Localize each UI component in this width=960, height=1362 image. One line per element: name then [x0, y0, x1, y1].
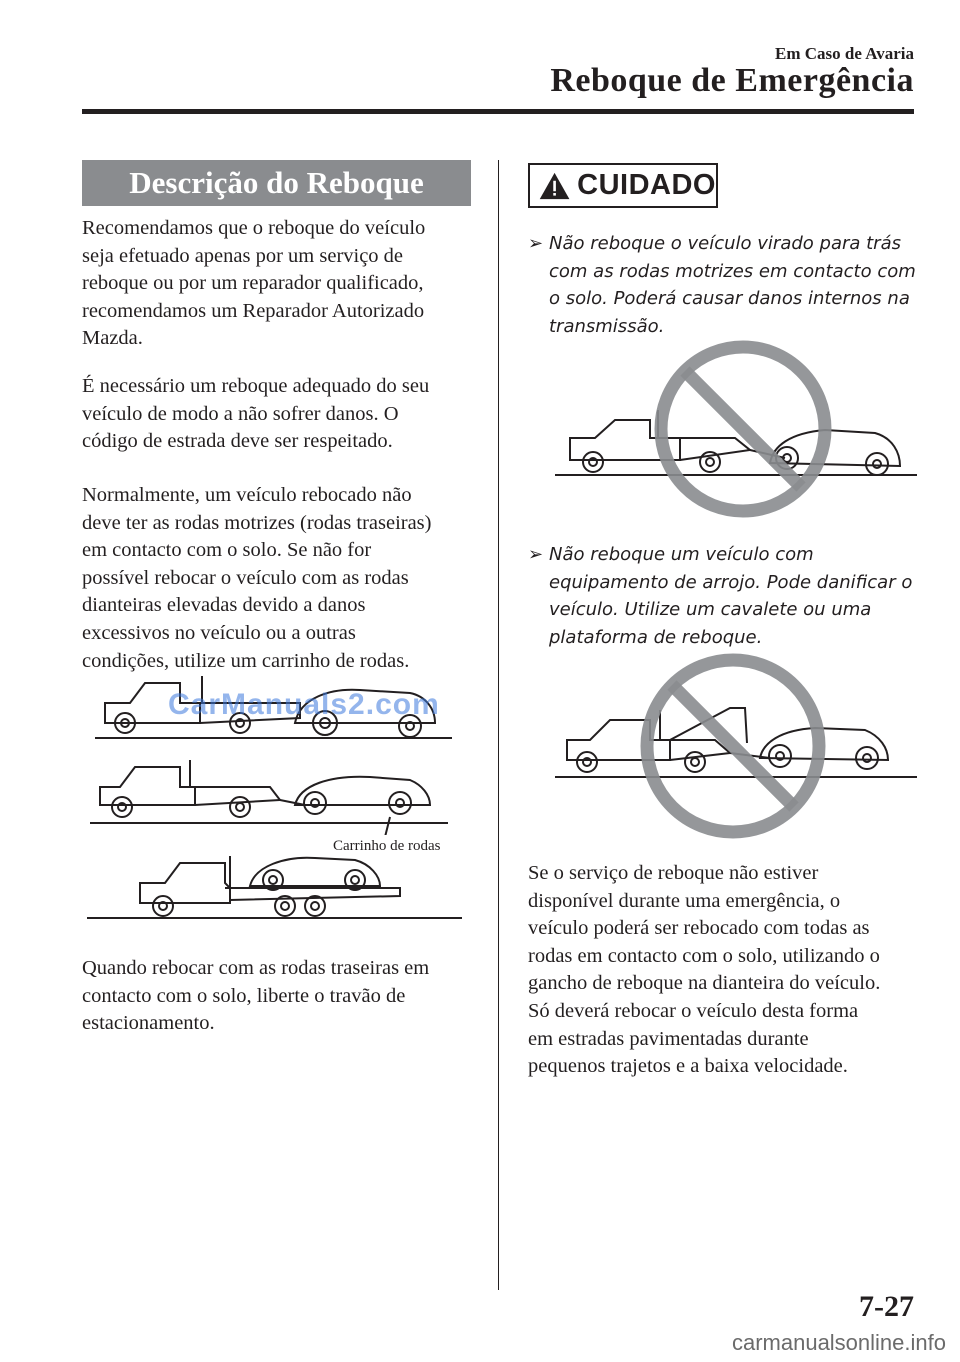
dolly-caption: Carrinho de rodas: [333, 838, 441, 854]
tow-truck-dolly-illustration: [90, 755, 460, 835]
prohibited-sling-tow-illustration: [555, 648, 917, 842]
section-header: Reboque de Emergência: [550, 62, 914, 99]
caution-box: [528, 163, 718, 208]
arrow-bullet-icon: ➢: [528, 544, 544, 565]
watermark: CarManuals2.com: [168, 688, 440, 721]
warning-triangle-icon: [538, 169, 571, 203]
paragraph-right: Se o serviço de reboque não estiver disponível durante uma emergência, o veículo poderá ser rebocado com todas as rodas em contacto com o solo, utilizando o gancho de reboque na dianteira do veículo. Só deverá rebocar o veículo desta forma em estradas pavimentadas durante pequenos trajetos e a baixa velocidade.: [528, 862, 881, 1078]
column-divider: [498, 160, 499, 1290]
page-number: 7-27: [859, 1290, 914, 1323]
prohibited-backward-tow-illustration: [555, 338, 917, 520]
warning-item-2: [528, 541, 920, 651]
warning-text-2: Não reboque um veículo com equipamento de arrojo. Pode danificar o veículo. Utilize um cavalete ou uma plataforma de reboque.: [549, 544, 913, 648]
paragraph-1: Recomendamos que o reboque do veículo seja efetuado apenas por um serviço de reboque ou por um reparador qualificado, recomendamos um Reparador Autorizado Mazda.: [82, 217, 426, 350]
warning-item-1: [528, 230, 920, 340]
header-rule: [82, 109, 914, 114]
caution-label: CUIDADO: [577, 169, 716, 201]
paragraph-2: É necessário um reboque adequado do seu veículo de modo a não sofrer danos. O código de estrada deve ser respeitado.: [82, 375, 430, 453]
paragraph-3: Normalmente, um veículo rebocado não deve ter as rodas motrizes (rodas traseiras) em contacto com o solo. Se não for possível rebocar o veículo com as rodas dianteiras elevadas devido a danos excessivos no veículo ou a outras condições, utilize um carrinho de rodas.: [82, 484, 432, 672]
arrow-bullet-icon: ➢: [528, 233, 544, 254]
warning-text-1: Não reboque o veículo virado para trás com as rodas motrizes em contacto com o solo. Poderá causar danos internos na transmissão.: [549, 233, 916, 337]
section-title: Descrição do Reboque: [82, 160, 471, 206]
chapter-header: Em Caso de Avaria: [775, 44, 914, 63]
paragraph-4: Quando rebocar com as rodas traseiras em contacto com o solo, liberte o travão de estacionamento.: [82, 957, 430, 1035]
footer-url: carmanualsonline.info: [731, 1330, 946, 1355]
flatbed-truck-illustration: [85, 848, 465, 920]
